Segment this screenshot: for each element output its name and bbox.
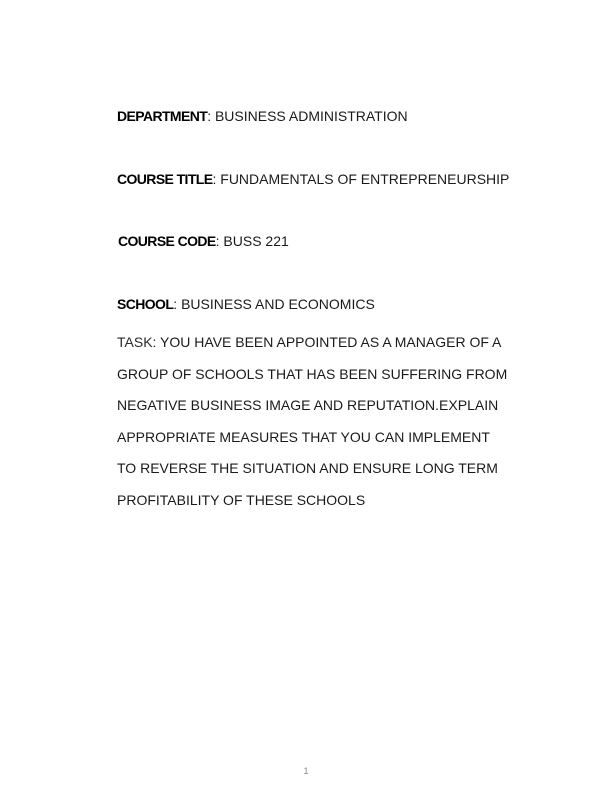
task-line — [117, 327, 547, 359]
department-separator: : — [207, 108, 212, 124]
course-title-line — [117, 171, 509, 187]
school-value: BUSINESS AND ECONOMICS — [177, 296, 375, 312]
task-line: APPROPRIATE MEASURES THAT YOU CAN IMPLEMENT — [117, 428, 490, 445]
course-title-separator: : — [212, 171, 217, 187]
school-label: SCHOOL — [117, 296, 174, 312]
course-code-value: BUSS 221 — [219, 233, 289, 249]
school-separator: : — [173, 296, 178, 312]
course-code-separator: : — [215, 233, 220, 249]
task-line: PROFITABILITY OF THESE SCHOOLS — [117, 491, 366, 508]
school-line — [117, 296, 375, 312]
department-label: DEPARTMENT — [117, 108, 208, 124]
task-paragraph — [117, 327, 547, 516]
task-label: TASK — [117, 334, 153, 350]
department-value: BUSINESS ADMINISTRATION — [211, 108, 408, 124]
task-line: TO REVERSE THE SITUATION AND ENSURE LONG TERM — [117, 460, 498, 476]
department-line — [117, 108, 408, 124]
course-title-label: COURSE TITLE — [117, 171, 213, 187]
course-code-label: COURSE CODE — [118, 233, 216, 249]
task-line: NEGATIVE BUSINESS IMAGE AND REPUTATION.EXPLAIN — [117, 397, 499, 413]
course-title-value: FUNDAMENTALS OF ENTREPRENEURSHIP — [216, 171, 510, 187]
page-number: 1 — [303, 766, 309, 776]
task-line: GROUP OF SCHOOLS THAT HAS BEEN SUFFERING FROM — [117, 365, 508, 382]
course-code-line — [118, 233, 289, 249]
task-line-text: : YOU HAVE BEEN APPOINTED AS A MANAGER OF A — [152, 334, 502, 350]
